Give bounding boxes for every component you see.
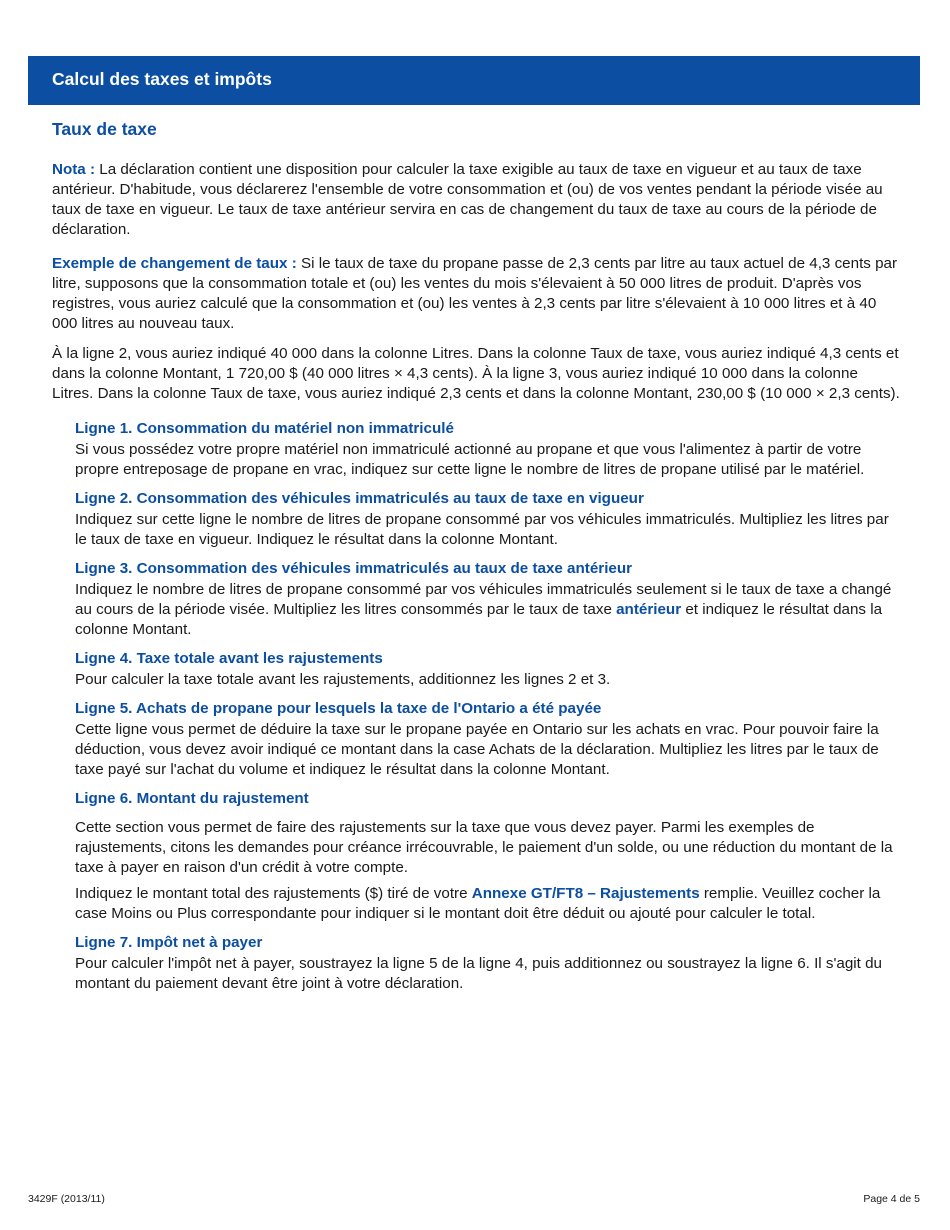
example-paragraph-2: À la ligne 2, vous auriez indiqué 40 000 dans la colonne Litres. Dans la colonne Taux de taxe, vous auriez indiqué 4,3 cents et dans la colonne Montant, 1 720,00 $ (40 000 litres × 4,3 cents). À la ligne 3, vous auriez indiqué 10 000 dans la colonne Litres. Dans la colonne Taux de taxe, vous auriez indiqué 2,3 cents et dans la colonne Montant, 230,00 $ (10 000 × 2,3 cents).	[52, 345, 900, 402]
line-6-title: Ligne 6. Montant du rajustement	[75, 790, 309, 807]
line-3-emphasis: antérieur	[616, 601, 682, 618]
nota-paragraph	[52, 160, 902, 240]
form-id: 3429F (2013/11)	[28, 1193, 105, 1205]
line-5-title: Ligne 5. Achats de propane pour lesquels la taxe de l'Ontario a été payée	[75, 700, 602, 717]
line-1-block	[75, 418, 903, 480]
line-6-text: Cette section vous permet de faire des rajustements sur la taxe que vous devez payer. Parmi les exemples de rajustements, citons les demandes pour créance irrécouvrable, le paiement d'un solde, ou une réduction du montant de la taxe à payer en raison d'un crédit à votre compte.	[75, 819, 893, 876]
annexe-gt-ft8-link[interactable]: Annexe GT/FT8 – Rajustements	[471, 885, 700, 902]
line-2-block	[75, 488, 903, 550]
line-5-text: Cette ligne vous permet de déduire la taxe sur le propane payée en Ontario sur les achats en vrac. Pour pouvoir faire la déduction, vous devez avoir indiqué ce montant dans la case Achats de la déclaration. Multipliez les litres par le taux de taxe payé sur l'achat du volume et indiquez le résultat dans la colonne Montant.	[75, 721, 879, 778]
example-text: Si le taux de taxe du propane passe de 2,3 cents par litre au taux actuel de 4,3 cents par litre, supposons que la consommation totale et (ou) les ventes du mois s'élevaient à 50 000 litres de produit. D'après vos registres, vous auriez calculé que la consommation et (ou) les ventes à 2,3 cents par litre s'élevaient à 10 000 litres et à 40 000 litres au nouveau taux.	[52, 255, 898, 332]
line-1-title: Ligne 1. Consommation du matériel non immatriculé	[75, 420, 454, 437]
line-4-text: Pour calculer la taxe totale avant les rajustements, additionnez les lignes 2 et 3.	[75, 671, 611, 688]
line-3-block	[75, 558, 903, 640]
line-3-title: Ligne 3. Consommation des véhicules immatriculés au taux de taxe antérieur	[75, 560, 633, 577]
nota-lead: Nota :	[52, 161, 96, 178]
line-7-text: Pour calculer l'impôt net à payer, soustrayez la ligne 5 de la ligne 4, puis additionnez ou soustrayez la ligne 6. Il s'agit du montant du paiement devant être joint à votre déclaration.	[75, 955, 882, 992]
header-title: Calcul des taxes et impôts	[52, 69, 272, 89]
line-2-text: Indiquez sur cette ligne le nombre de litres de propane consommé par vos véhicules immatriculés. Multipliez les litres par le taux de taxe en vigueur. Indiquez le résultat dans la colonne Montant.	[75, 511, 889, 548]
line-3-text-before: Indiquez le nombre de litres de propane consommé par vos véhicules immatriculés seulement si le taux de taxe a changé au cours de la période visée. Multipliez les litres consommés par le taux de taxe	[75, 581, 892, 618]
example-paragraph	[52, 254, 902, 334]
line-7-title: Ligne 7. Impôt net à payer	[75, 934, 263, 951]
line-6-text-2-after: remplie. Veuillez cocher la case Moins ou Plus correspondante pour indiquer si le montant doit être déduit ou ajouté pour calculer le total.	[75, 885, 881, 922]
line-7-block	[75, 932, 903, 994]
line-instructions	[75, 418, 903, 994]
nota-text: La déclaration contient une disposition pour calculer la taxe exigible au taux de taxe en vigueur et au taux de taxe antérieur. D'habitude, vous déclarerez l'ensemble de votre consommation et (ou) de vos ventes pendant la période visée au taux de taxe en vigueur. Le taux de taxe antérieur servira en cas de changement du taux de taxe au cours de la période de déclaration.	[52, 161, 883, 238]
example-lead: Exemple de changement de taux :	[52, 255, 297, 272]
section-header-bar	[28, 56, 920, 105]
page-number: Page 4 de 5	[863, 1193, 920, 1205]
line-2-title: Ligne 2. Consommation des véhicules immatriculés au taux de taxe en vigueur	[75, 490, 644, 507]
line-6-text-2-before: Indiquez le montant total des rajustements ($) tiré de votre	[75, 885, 472, 902]
section-title: Taux de taxe	[52, 119, 157, 139]
line-3-text-after: et indiquez le résultat dans la colonne Montant.	[75, 601, 883, 638]
line-3-text	[75, 580, 903, 640]
line-4-title: Ligne 4. Taxe totale avant les rajustements	[75, 650, 383, 667]
line-4-block	[75, 648, 903, 690]
line-6-text-2	[75, 884, 903, 924]
main-content	[52, 116, 902, 1002]
line-5-block	[75, 698, 903, 780]
line-1-text: Si vous possédez votre propre matériel non immatriculé actionné au propane et que vous l'alimentez à partir de votre propre entreposage de propane en vrac, indiquez sur cette ligne le nombre de litres de propane utilisé par le matériel.	[75, 441, 865, 478]
line-6-block	[75, 788, 903, 924]
